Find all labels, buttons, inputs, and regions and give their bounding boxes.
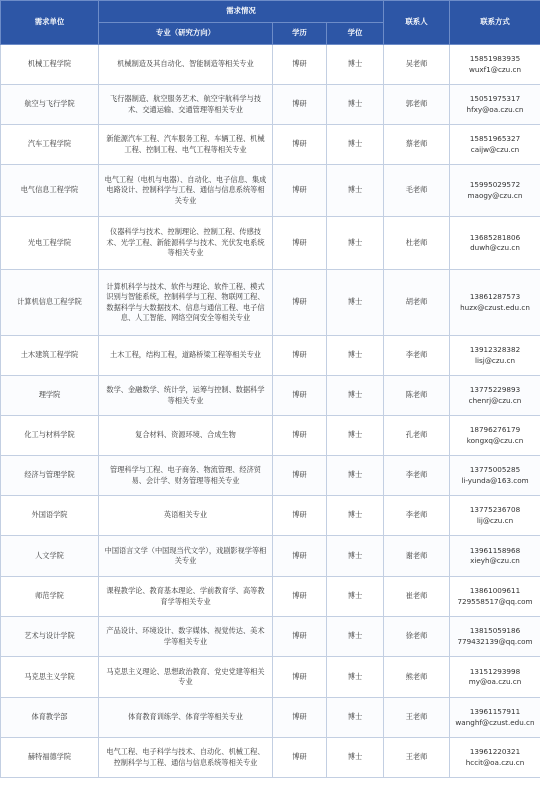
degree-level-cell: 博研: [273, 270, 327, 336]
degree-level-cell: 博研: [273, 657, 327, 698]
header-degree: 学位: [327, 23, 384, 45]
major-cell: 马克思主义理论、思想政治教育、党史党建等相关专业: [99, 657, 273, 698]
degree-cell: 博士: [327, 165, 384, 217]
email-text: li-yunda@163.com: [461, 475, 529, 485]
unit-cell: 外国语学院: [1, 496, 99, 536]
unit-cell: 机械工程学院: [1, 45, 99, 85]
contact-method-cell: [450, 698, 540, 738]
unit-cell: 师范学院: [1, 577, 99, 617]
phone-text: 15851983935: [469, 54, 521, 64]
unit-cell: 人文学院: [1, 536, 99, 577]
table-row: [1, 577, 540, 617]
phone-text: 13961158968: [469, 545, 521, 555]
contact-person-cell: 谢老师: [384, 536, 450, 577]
email-text: caijw@czu.cn: [470, 144, 520, 154]
table-row: [1, 125, 540, 165]
major-cell: 新能源汽车工程、汽车服务工程、车辆工程、机械工程、控制工程、电气工程等相关专业: [99, 125, 273, 165]
degree-cell: 博士: [327, 657, 384, 698]
degree-cell: 博士: [327, 376, 384, 416]
table-row: [1, 657, 540, 698]
contact-method-cell: [450, 456, 540, 496]
contact-method-cell: [450, 577, 540, 617]
email-text: 779432139@qq.com: [457, 636, 533, 646]
unit-cell: 电气信息工程学院: [1, 165, 99, 217]
contact-person-cell: 陈老师: [384, 376, 450, 416]
degree-level-cell: 博研: [273, 456, 327, 496]
degree-cell: 博士: [327, 85, 384, 125]
email-text: hfxy@oa.czu.cn: [466, 104, 524, 114]
email-text: xieyh@czu.cn: [470, 556, 520, 565]
degree-level-cell: 博研: [273, 217, 327, 270]
unit-cell: 土木建筑工程学院: [1, 336, 99, 376]
table-row: [1, 698, 540, 738]
degree-cell: 博士: [327, 416, 384, 456]
table-row: [1, 456, 540, 496]
degree-level-cell: 博研: [273, 85, 327, 125]
phone-text: 13861009611: [469, 586, 521, 596]
table-row: [1, 336, 540, 376]
contact-person-cell: 李老师: [384, 336, 450, 376]
degree-cell: 博士: [327, 456, 384, 496]
degree-cell: 博士: [327, 217, 384, 270]
degree-level-cell: 博研: [273, 617, 327, 657]
phone-text: 13775005285: [469, 465, 521, 475]
table-row: [1, 270, 540, 336]
phone-text: 13815059186: [469, 626, 521, 636]
email-text: 729558517@qq.com: [457, 596, 533, 606]
table-row: [1, 217, 540, 270]
major-cell: 体育教育训练学、体育学等相关专业: [99, 698, 273, 738]
email-text: maogy@czu.cn: [467, 190, 523, 200]
header-unit: 需求单位: [1, 1, 99, 45]
degree-level-cell: 博研: [273, 125, 327, 165]
phone-text: 13151293998: [469, 666, 521, 676]
contact-person-cell: 孔老师: [384, 416, 450, 456]
phone-text: 13775229893: [469, 385, 521, 395]
degree-cell: 博士: [327, 698, 384, 738]
degree-level-cell: 博研: [273, 416, 327, 456]
major-cell: 飞行器制造、航空服务艺术、航空宇航科学与技术、交通运输、交通管理等相关专业: [99, 85, 273, 125]
contact-method-cell: [450, 270, 540, 336]
degree-level-cell: 博研: [273, 336, 327, 376]
header-major: 专业（研究方向）: [99, 23, 273, 45]
contact-method-cell: [450, 85, 540, 125]
email-text: duwh@czu.cn: [470, 243, 520, 252]
table-row: [1, 496, 540, 536]
degree-cell: 博士: [327, 496, 384, 536]
contact-method-cell: [450, 217, 540, 270]
email-text: lij@czu.cn: [476, 515, 514, 525]
header-degree-level: 学历: [273, 23, 327, 45]
degree-cell: 博士: [327, 125, 384, 165]
header-contact-person: 联系人: [384, 1, 450, 45]
major-cell: 英语相关专业: [99, 496, 273, 536]
degree-level-cell: 博研: [273, 698, 327, 738]
table-row: [1, 376, 540, 416]
contact-method-cell: [450, 165, 540, 217]
degree-cell: 博士: [327, 45, 384, 85]
contact-person-cell: 熊老师: [384, 657, 450, 698]
header-demand: 需求情况: [99, 1, 384, 23]
phone-text: 13961220321: [469, 747, 521, 757]
major-cell: 中国语言文学（中国现当代文学），戏剧影视学等相关专业: [99, 536, 273, 577]
unit-cell: 赫特福德学院: [1, 738, 99, 778]
unit-cell: 经济与管理学院: [1, 456, 99, 496]
contact-person-cell: 王老师: [384, 698, 450, 738]
table-row: [1, 165, 540, 217]
contact-person-cell: 李老师: [384, 456, 450, 496]
contact-person-cell: 王老师: [384, 738, 450, 778]
contact-method-cell: [450, 536, 540, 577]
degree-cell: 博士: [327, 577, 384, 617]
table-row: [1, 416, 540, 456]
table-row: [1, 738, 540, 778]
contact-method-cell: [450, 416, 540, 456]
major-cell: 管理科学与工程、电子商务、物流管理、经济贸易、会计学、财务管理等相关专业: [99, 456, 273, 496]
table-row: [1, 536, 540, 577]
phone-text: 18796276179: [469, 425, 521, 435]
major-cell: 电气工程、电子科学与技术、自动化、机械工程、控制科学与工程、通信与信息系统等相关专业: [99, 738, 273, 778]
unit-cell: 汽车工程学院: [1, 125, 99, 165]
email-text: wuxf1@czu.cn: [468, 64, 522, 74]
unit-cell: 艺术与设计学院: [1, 617, 99, 657]
phone-text: 13961157911: [469, 707, 521, 717]
table-row: [1, 45, 540, 85]
table-row: [1, 85, 540, 125]
phone-text: 15995029572: [469, 180, 521, 190]
degree-level-cell: 博研: [273, 45, 327, 85]
major-cell: 计算机科学与技术、软件与理论、软件工程、模式识别与智能系统，控制科学与工程、物联网工程、数据科学与大数据技术、信息与通信工程、电子信息、人工智能、网络空间安全等相关专业: [99, 270, 273, 336]
email-text: wanghf@czust.edu.cn: [455, 717, 535, 727]
degree-cell: 博士: [327, 617, 384, 657]
email-text: lisj@czu.cn: [475, 355, 515, 365]
degree-level-cell: 博研: [273, 376, 327, 416]
degree-cell: 博士: [327, 738, 384, 778]
degree-cell: 博士: [327, 336, 384, 376]
phone-text: 15851965327: [469, 134, 521, 144]
unit-cell: 化工与材料学院: [1, 416, 99, 456]
degree-level-cell: 博研: [273, 577, 327, 617]
table-row: [1, 617, 540, 657]
contact-person-cell: 郭老师: [384, 85, 450, 125]
contact-person-cell: 蔡老师: [384, 125, 450, 165]
email-text: chenrj@czu.cn: [468, 395, 522, 405]
unit-cell: 航空与飞行学院: [1, 85, 99, 125]
email-text: kongxq@czu.cn: [466, 435, 524, 445]
contact-method-cell: [450, 657, 540, 698]
unit-cell: 理学院: [1, 376, 99, 416]
contact-person-cell: 吴老师: [384, 45, 450, 85]
phone-text: 15051975317: [469, 94, 521, 104]
phone-text: 13685281806: [469, 232, 521, 242]
phone-text: 13861287573: [469, 292, 521, 302]
contact-method-cell: [450, 617, 540, 657]
degree-level-cell: 博研: [273, 496, 327, 536]
major-cell: 仪器科学与技术、控制理论、控制工程、传感技术、光学工程、新能源科学与技术、光伏发电系统等相关专业: [99, 217, 273, 270]
email-text: my@oa.czu.cn: [468, 677, 522, 686]
header-contact-method: 联系方式: [450, 1, 540, 45]
contact-method-cell: [450, 336, 540, 376]
contact-person-cell: 崔老师: [384, 577, 450, 617]
email-text: hccit@oa.czu.cn: [465, 757, 525, 767]
degree-cell: 博士: [327, 270, 384, 336]
unit-cell: 计算机信息工程学院: [1, 270, 99, 336]
contact-method-cell: [450, 45, 540, 85]
major-cell: 电气工程（电机与电器）、自动化、电子信息、集成电路设计、控制科学与工程、通信与信息系统等相关专业: [99, 165, 273, 217]
major-cell: 土木工程，结构工程，道路桥梁工程等相关专业: [99, 336, 273, 376]
contact-method-cell: [450, 125, 540, 165]
unit-cell: 光电工程学院: [1, 217, 99, 270]
degree-cell: 博士: [327, 536, 384, 577]
degree-level-cell: 博研: [273, 738, 327, 778]
unit-cell: 马克思主义学院: [1, 657, 99, 698]
unit-cell: 体育教学部: [1, 698, 99, 738]
phone-text: 13912328382: [469, 345, 521, 355]
major-cell: 复合材料、资源环境、合成生物: [99, 416, 273, 456]
contact-person-cell: 徐老师: [384, 617, 450, 657]
contact-person-cell: 毛老师: [384, 165, 450, 217]
contact-method-cell: [450, 738, 540, 778]
contact-person-cell: 李老师: [384, 496, 450, 536]
email-text: huzx@czust.edu.cn: [460, 302, 530, 312]
contact-method-cell: [450, 376, 540, 416]
degree-level-cell: 博研: [273, 165, 327, 217]
major-cell: 课程教学论、教育基本理论、学前教育学、高等教育学等相关专业: [99, 577, 273, 617]
major-cell: 产品设计、环境设计、数字媒体、视觉传达、美术学等相关专业: [99, 617, 273, 657]
phone-text: 13775236708: [469, 505, 521, 515]
contact-person-cell: 胡老师: [384, 270, 450, 336]
major-cell: 机械制造及其自动化、智能制造等相关专业: [99, 45, 273, 85]
contact-method-cell: [450, 496, 540, 536]
contact-person-cell: 杜老师: [384, 217, 450, 270]
degree-level-cell: 博研: [273, 536, 327, 577]
table-body: [1, 45, 540, 778]
major-cell: 数学、金融数学、统计学，运筹与控制、数据科学等相关专业: [99, 376, 273, 416]
